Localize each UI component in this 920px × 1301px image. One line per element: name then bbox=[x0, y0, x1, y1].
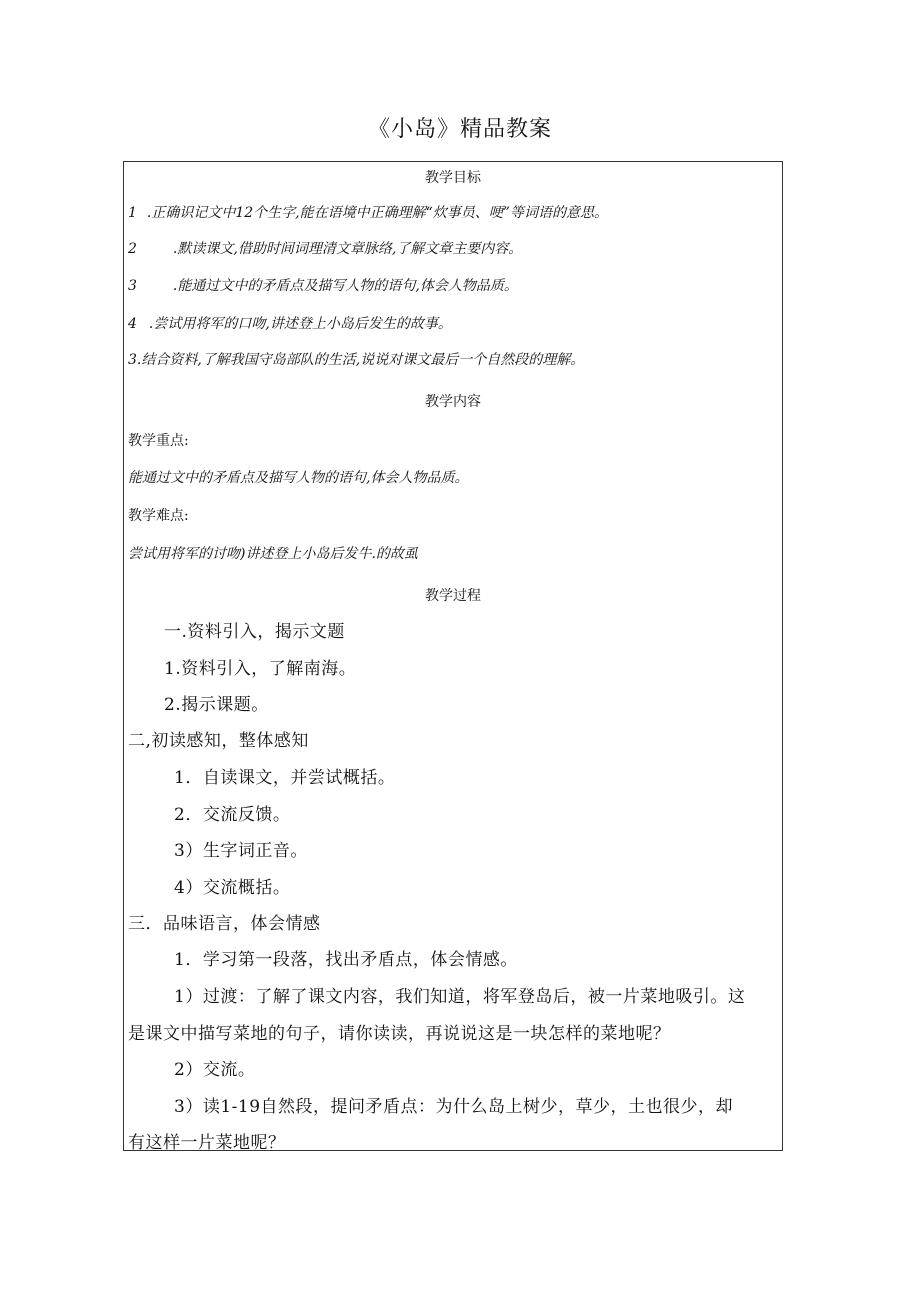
objective-number: 3 bbox=[128, 278, 137, 294]
key-point-text: 能通过文中的矛盾点及描写人物的语句,体会人物品质。 bbox=[128, 470, 469, 486]
difficult-point-label: 教学难点: bbox=[128, 508, 189, 524]
process-paragraph: 1）过渡：了解了课文内容，我们知道，将军登岛后，被一片菜地吸引。这 bbox=[174, 987, 746, 1007]
objective-text: .尝试用将军的口吻,讲述登上小岛后发生的故事。 bbox=[148, 316, 452, 332]
objective-text: .能通过文中的矛盾点及描写人物的语句,体会人物品质。 bbox=[172, 278, 518, 294]
objective-item-2 bbox=[128, 238, 522, 258]
objective-item-4 bbox=[128, 313, 452, 333]
key-point-label: 教学重点: bbox=[128, 433, 189, 449]
objective-number: 2 bbox=[128, 241, 137, 257]
objective-item-5 bbox=[128, 349, 584, 369]
process-section-2: 二,初读感知，整体感知 bbox=[128, 731, 309, 751]
process-step: 2）交流。 bbox=[174, 1060, 256, 1080]
process-step: 1．自读课文，并尝试概括。 bbox=[174, 768, 396, 788]
objective-item-1 bbox=[128, 202, 608, 222]
process-step: 3）生字词正音。 bbox=[174, 841, 308, 861]
process-step: 4）交流概括。 bbox=[174, 878, 291, 898]
objective-text: 3.结合资料,了解我国守岛部队的生活,说说对课文最后一个自然段的理解。 bbox=[128, 352, 585, 368]
objectives-heading: 教学目标 bbox=[425, 170, 481, 186]
process-step: 1．学习第一段落，找出矛盾点，体会情感。 bbox=[174, 950, 518, 970]
objective-text: .正确识记文中12个生字,能在语境中正确理解“炊事员、哽”等词语的意思。 bbox=[146, 205, 608, 221]
process-step: 2．交流反馈。 bbox=[174, 805, 291, 825]
objective-item-3 bbox=[128, 275, 518, 295]
objective-number: 1 bbox=[128, 205, 137, 221]
difficult-point-text: 尝试用将军的讨吻)讲述登上小岛后发牛.的故虱 bbox=[128, 546, 418, 562]
process-section-3: 三．品味语言，体会情感 bbox=[128, 914, 321, 934]
process-paragraph: 有这样一片菜地呢？ bbox=[128, 1133, 286, 1153]
process-step: 2.揭示课题。 bbox=[164, 695, 269, 715]
process-paragraph: 是课文中描写菜地的句子，请你读读，再说说这是一块怎样的菜地呢？ bbox=[128, 1024, 671, 1044]
process-step: 1.资料引入，了解南海。 bbox=[164, 659, 357, 679]
document-title: 《小岛》精品教案 bbox=[367, 117, 552, 142]
process-heading: 教学过程 bbox=[425, 588, 481, 604]
objective-text: .默读课文,借助时间词理清文章脉络,了解文章主要内容。 bbox=[172, 241, 523, 257]
lesson-plan-table bbox=[123, 161, 783, 1151]
objective-number: 4 bbox=[128, 316, 137, 332]
process-paragraph: 3）读1-19自然段，提问矛盾点：为什么岛上树少，草少，土也很少，却 bbox=[174, 1097, 734, 1117]
process-section-1: 一.资料引入，揭示文题 bbox=[164, 622, 345, 642]
content-heading: 教学内容 bbox=[425, 394, 481, 410]
